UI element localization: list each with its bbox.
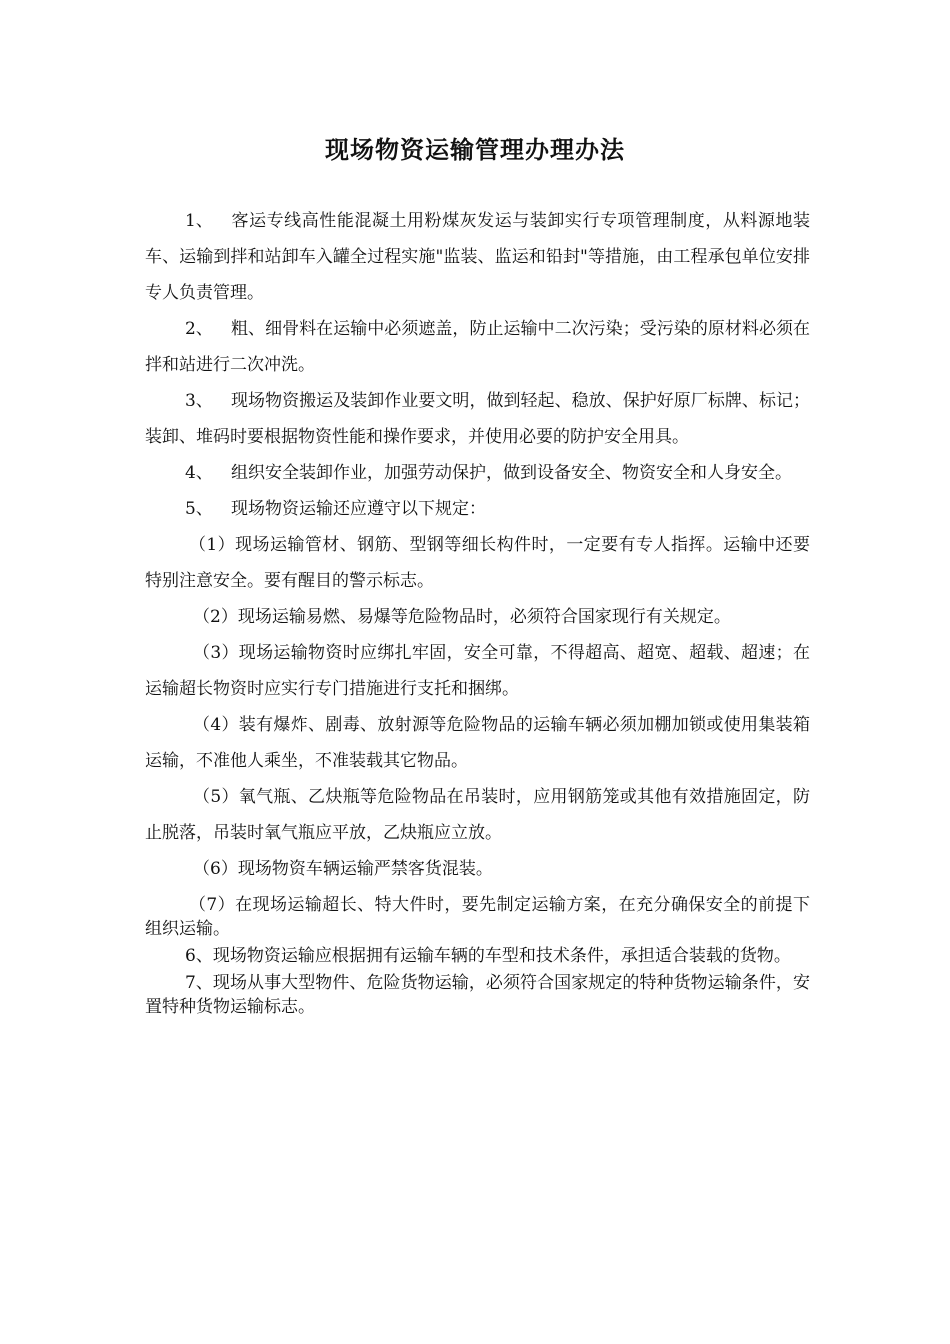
- item-number: 2、: [185, 319, 213, 339]
- item-text: 粗、细骨料在运输中必须遮盖，防止运输中二次污染；受污染的原材料必须在拌和站进行二次冲洗。: [145, 319, 810, 375]
- page-title: 现场物资运输管理办理办法: [325, 135, 625, 164]
- sub-list-item: （3）现场运输物资时应绑扎牢固，安全可靠，不得超高、超宽、超载、超速；在运输超长物资时应实行专门措施进行支托和捆绑。: [145, 643, 810, 699]
- list-item: 7、现场从事大型物件、危险货物运输，必须符合国家规定的特种货物运输条件，安置特种货物运输标志。: [145, 973, 810, 1017]
- item-number: 5、: [185, 499, 213, 519]
- document-body: [145, 203, 810, 1019]
- list-item: [145, 455, 810, 491]
- sub-list-item: （6）现场物资车辆运输严禁客货混装。: [193, 859, 493, 879]
- list-item: [145, 203, 810, 311]
- item-number: 1、: [185, 211, 213, 231]
- item-text: 现场物资运输还应遵守以下规定：: [231, 499, 486, 519]
- list-item: [145, 383, 810, 455]
- sub-list-item: （2）现场运输易燃、易爆等危险物品时，必须符合国家现行有关规定。: [193, 607, 731, 627]
- sub-list-item: （7）在现场运输超长、特大件时，要先制定运输方案，在充分确保安全的前提下组织运输。: [145, 895, 810, 939]
- list-item: [145, 491, 810, 527]
- list-item: 6、现场物资运输应根据拥有运输车辆的车型和技术条件，承担适合装载的货物。: [185, 946, 791, 966]
- item-text: 组织安全装卸作业，加强劳动保护，做到设备安全、物资安全和人身安全。: [231, 463, 792, 483]
- sub-list-item: （1）现场运输管材、钢筋、型钢等细长构件时，一定要有专人指挥。运输中还要特别注意安全。要有醒目的警示标志。: [145, 535, 810, 591]
- item-text: 客运专线高性能混凝土用粉煤灰发运与装卸实行专项管理制度，从料源地装车、运输到拌和站卸车入罐全过程实施"监装、监运和铅封"等措施，由工程承包单位安排专人负责管理。: [145, 211, 810, 303]
- sub-list-item: （5）氧气瓶、乙炔瓶等危险物品在吊装时，应用钢筋笼或其他有效措施固定，防止脱落，吊装时氧气瓶应平放，乙炔瓶应立放。: [145, 787, 810, 843]
- list-item: [145, 311, 810, 383]
- sub-list-item: （4）装有爆炸、剧毒、放射源等危险物品的运输车辆必须加棚加锁或使用集装箱运输，不准他人乘坐，不准装载其它物品。: [145, 715, 810, 771]
- item-text: 现场物资搬运及装卸作业要文明，做到轻起、稳放、保护好原厂标牌、标记；装卸、堆码时要根据物资性能和操作要求，并使用必要的防护安全用具。: [145, 391, 810, 447]
- item-number: 3、: [185, 391, 213, 411]
- item-number: 4、: [185, 463, 213, 483]
